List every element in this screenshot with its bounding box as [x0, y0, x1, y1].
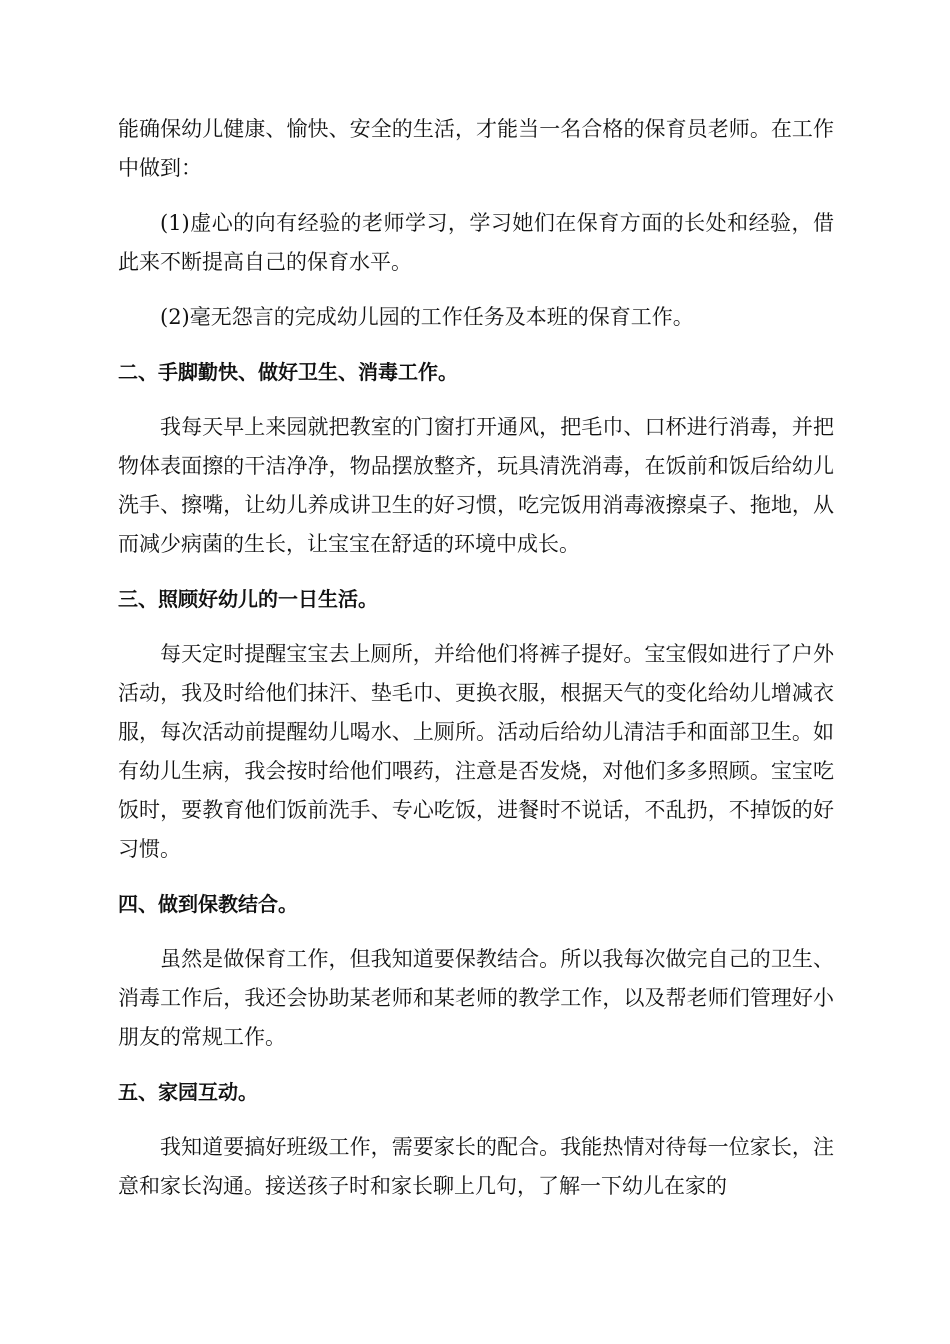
- section-heading-5: 五、家园互动。: [118, 1080, 258, 1104]
- paragraph-intro: 能确保幼儿健康、愉快、安全的生活，才能当一名合格的保育员老师。在工作中做到：: [118, 117, 834, 180]
- paragraph-item-2: (2)毫无怨言的完成幼儿园的工作任务及本班的保育工作。: [160, 305, 694, 329]
- paragraph-daily-life: 每天定时提醒宝宝去上厕所，并给他们将裤子提好。宝宝假如进行了户外活动，我及时给他们抹汗、垫毛巾、更换衣服，根据天气的变化给幼儿增减衣服，每次活动前提醒幼儿喝水、上厕所。活动后给幼儿清洁手和面部卫生。如有幼儿生病，我会按时给他们喂药，注意是否发烧，对他们多多照顾。宝宝吃饭时，要教育他们饭前洗手、专心吃饭，进餐时不说话，不乱扔，不掉饭的好习惯。: [118, 642, 834, 861]
- document-page: [118, 110, 834, 1222]
- paragraph-care-education: 虽然是做保育工作，但我知道要保教结合。所以我每次做完自己的卫生、消毒工作后，我还会协助某老师和某老师的教学工作，以及帮老师们管理好小朋友的常规工作。: [118, 947, 834, 1049]
- section-heading-4: 四、做到保教结合。: [118, 892, 298, 916]
- paragraph-hygiene: 我每天早上来园就把教室的门窗打开通风，把毛巾、口杯进行消毒，并把物体表面擦的干洁净净，物品摆放整齐，玩具清洗消毒，在饭前和饭后给幼儿洗手、擦嘴，让幼儿养成讲卫生的好习惯，吃完饭用消毒液擦桌子、拖地，从而减少病菌的生长，让宝宝在舒适的环境中成长。: [118, 415, 834, 556]
- paragraph-item-1: (1)虚心的向有经验的老师学习，学习她们在保育方面的长处和经验，借此来不断提高自己的保育水平。: [118, 211, 834, 274]
- section-heading-3: 三、照顾好幼儿的一日生活。: [118, 587, 378, 611]
- paragraph-home-school: 我知道要搞好班级工作，需要家长的配合。我能热情对待每一位家长，注意和家长沟通。接送孩子时和家长聊上几句，了解一下幼儿在家的: [118, 1135, 834, 1198]
- section-heading-2: 二、手脚勤快、做好卫生、消毒工作。: [118, 360, 458, 384]
